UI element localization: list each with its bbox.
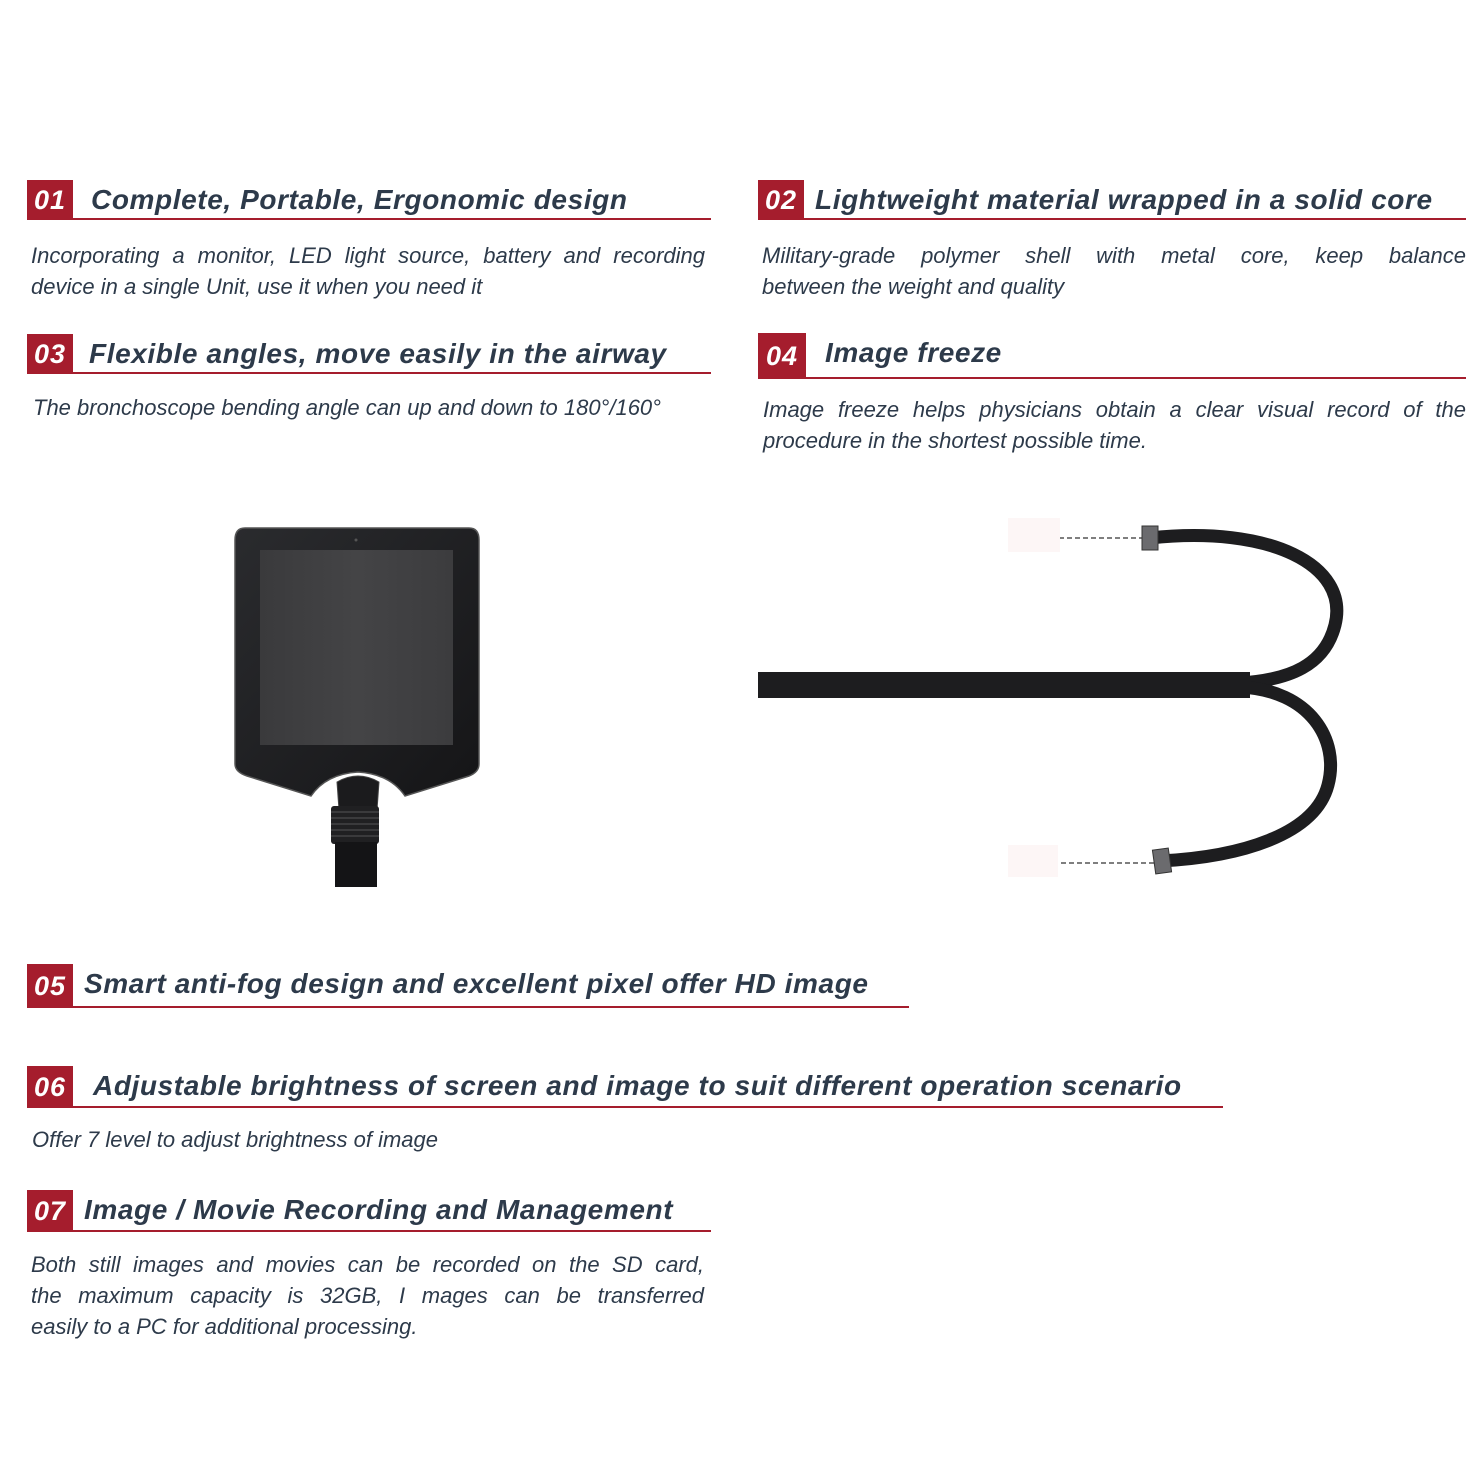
feature-01-rule <box>73 218 711 220</box>
feature-07-desc-line: easily to a PC for additional processing. <box>31 1314 418 1339</box>
feature-01 <box>27 180 711 220</box>
feature-07 <box>27 1190 711 1232</box>
feature-04-number: 04 <box>758 333 806 379</box>
bronchoscope-tube-image <box>750 505 1370 895</box>
feature-07-number: 07 <box>27 1190 73 1232</box>
feature-02-header <box>758 180 1466 220</box>
feature-01-header <box>27 180 711 220</box>
feature-07-rule <box>73 1230 711 1232</box>
feature-07-description <box>31 1249 704 1342</box>
feature-03 <box>27 334 711 374</box>
feature-01-desc-line: Incorporating a monitor, LED light source, battery and recording <box>31 243 705 268</box>
scope-upper-tip <box>1142 526 1158 550</box>
feature-03-number: 03 <box>27 334 73 374</box>
feature-05-header <box>27 964 909 1008</box>
feature-04-header <box>758 333 1466 379</box>
feature-07-title: Image / Movie Recording and Management <box>84 1194 674 1225</box>
feature-07-header <box>27 1190 711 1232</box>
feature-01-desc-line: device in a single Unit, use it when you need it <box>31 274 483 299</box>
feature-03-desc-line: The bronchoscope bending angle can up and down to 180°/160° <box>33 395 661 420</box>
feature-02 <box>758 180 1466 220</box>
feature-07-desc-line: the maximum capacity is 32GB, I mages can be transferred <box>31 1283 704 1308</box>
feature-06-header <box>27 1066 1223 1108</box>
feature-04-desc-line: procedure in the shortest possible time. <box>763 428 1147 453</box>
feature-07-desc-line: Both still images and movies can be recorded on the SD card, <box>31 1252 704 1277</box>
feature-03-header <box>27 334 711 374</box>
feature-02-title: Lightweight material wrapped in a solid core <box>815 184 1433 215</box>
feature-01-description <box>31 240 705 302</box>
feature-04-desc-line: Image freeze helps physicians obtain a clear visual record of the <box>763 397 1466 422</box>
feature-04-description <box>763 394 1466 456</box>
feature-06-rule <box>73 1106 1223 1108</box>
feature-01-number: 01 <box>27 180 73 220</box>
feature-03-description <box>33 392 713 423</box>
feature-02-desc-line: Military-grade polymer shell with metal core, keep balance <box>762 243 1466 268</box>
feature-01-title: Complete, Portable, Ergonomic design <box>91 184 628 215</box>
monitor-device-image <box>225 520 490 900</box>
monitor-camera-dot <box>355 539 358 542</box>
feature-06-number: 06 <box>27 1066 73 1108</box>
feature-06 <box>27 1066 1223 1108</box>
feature-05-number: 05 <box>27 964 73 1008</box>
feature-06-description <box>32 1124 732 1155</box>
feature-03-title: Flexible angles, move easily in the airway <box>89 338 667 369</box>
feature-05 <box>27 964 909 1008</box>
feature-04-rule <box>806 377 1466 379</box>
feature-04-title: Image freeze <box>825 337 1002 368</box>
feature-03-rule <box>73 372 711 374</box>
monitor-cable <box>335 842 377 887</box>
scope-lower-label-box <box>1008 845 1058 877</box>
feature-02-description <box>762 240 1466 302</box>
scope-upper-label-box <box>1008 518 1060 552</box>
feature-02-desc-line: between the weight and quality <box>762 274 1065 299</box>
feature-06-title: Adjustable brightness of screen and image to suit different operation scenario <box>93 1070 1182 1101</box>
feature-05-rule <box>73 1006 909 1008</box>
scope-lower-curve <box>1160 687 1331 861</box>
feature-02-number: 02 <box>758 180 804 220</box>
feature-04 <box>758 333 1466 379</box>
monitor-screen <box>260 550 453 745</box>
feature-05-title: Smart anti-fog design and excellent pixel offer HD image <box>84 968 869 999</box>
feature-06-desc-line: Offer 7 level to adjust brightness of image <box>32 1127 438 1152</box>
scope-upper-curve <box>1150 536 1337 683</box>
scope-lower-tip <box>1152 848 1171 874</box>
feature-02-rule <box>804 218 1466 220</box>
